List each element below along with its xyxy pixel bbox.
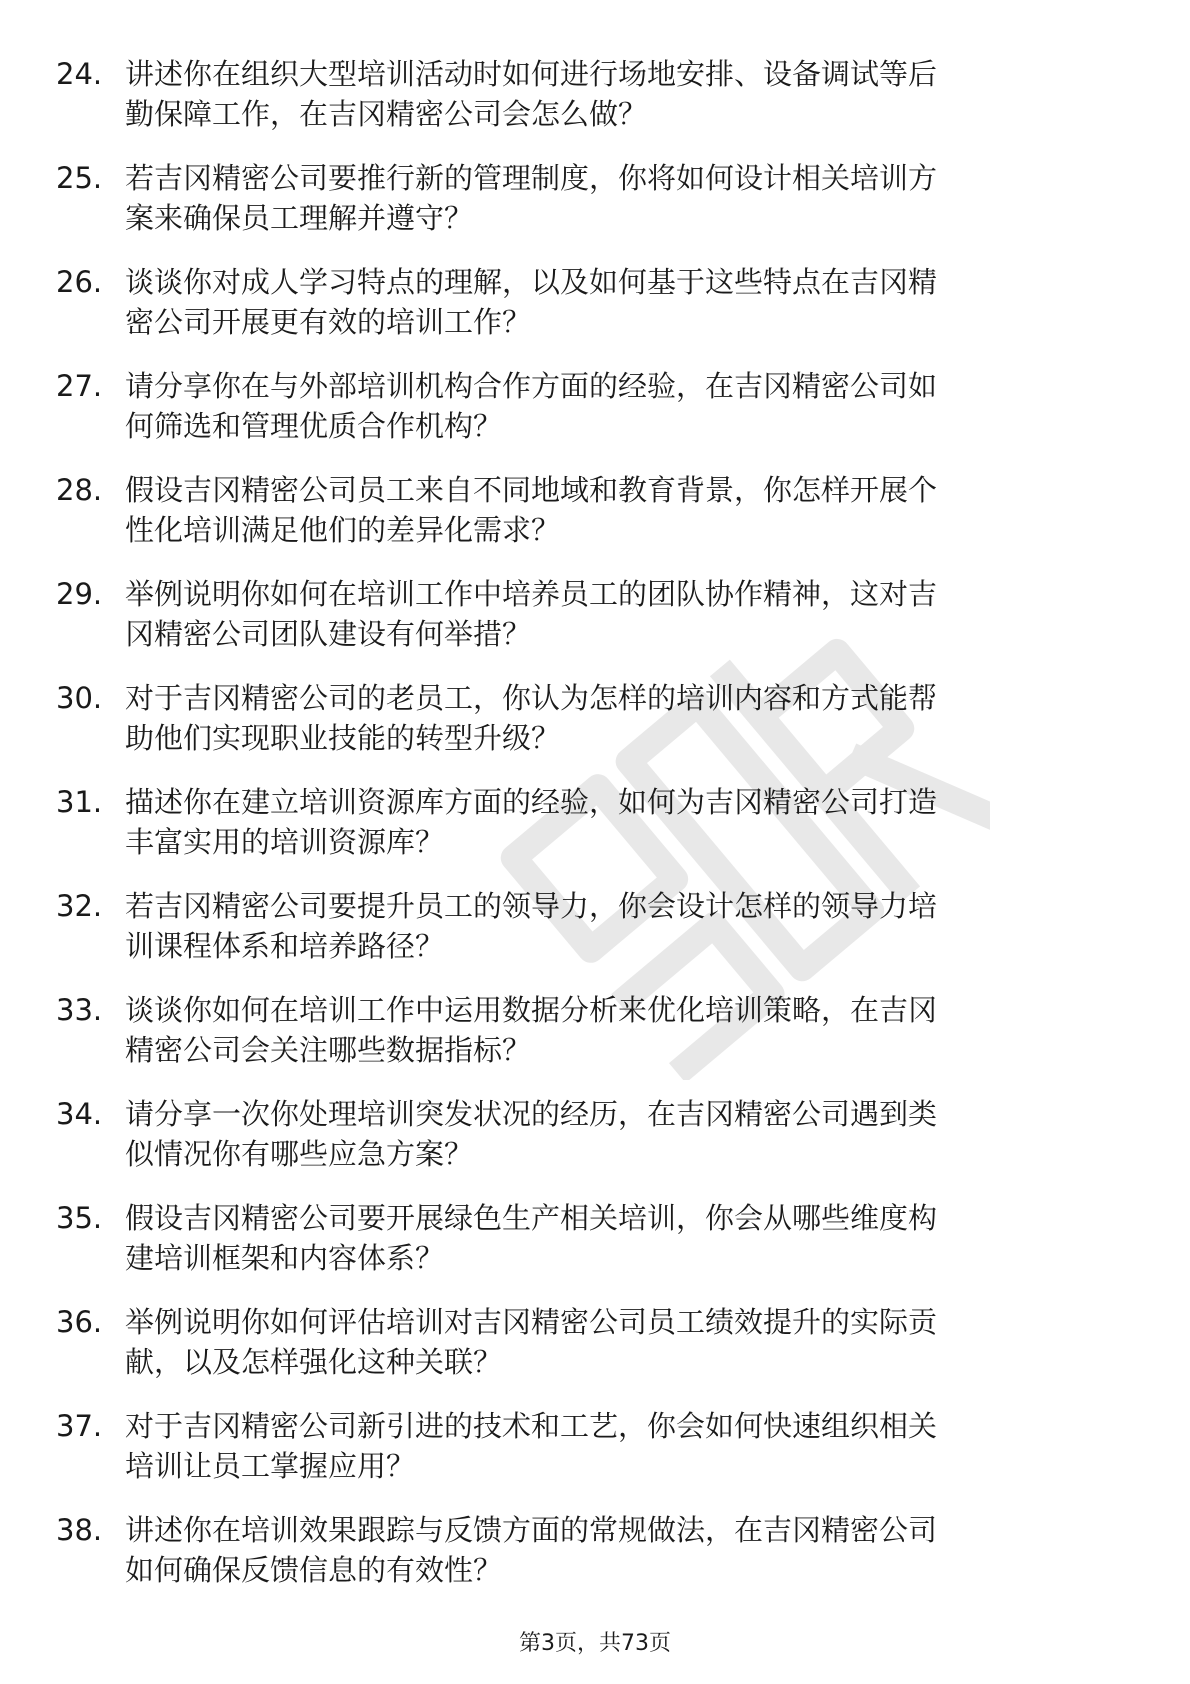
question-line: 何筛选和管理优质合作机构？ (125, 409, 503, 443)
question-item (56, 158, 1106, 262)
question-number: 33. (56, 993, 103, 1027)
question-item (56, 1198, 1106, 1302)
question-line: 假设吉冈精密公司要开展绿色生产相关培训，你会从哪些维度构 (125, 1201, 938, 1235)
question-line: 对于吉冈精密公司的老员工，你认为怎样的培训内容和方式能帮 (125, 681, 938, 715)
question-line: 讲述你在培训效果跟踪与反馈方面的常规做法，在吉冈精密公司 (125, 1513, 938, 1547)
question-number: 26. (56, 265, 103, 299)
question-number: 31. (56, 785, 103, 819)
question-number: 36. (56, 1305, 103, 1339)
question-item (56, 470, 1106, 574)
question-number: 37. (56, 1409, 103, 1443)
question-line: 若吉冈精密公司要提升员工的领导力，你会设计怎样的领导力培 (125, 889, 938, 923)
question-line: 训课程体系和培养路径？ (125, 929, 445, 963)
question-item (56, 262, 1106, 366)
question-line: 建培训框架和内容体系？ (125, 1241, 445, 1275)
question-line: 似情况你有哪些应急方案？ (125, 1137, 474, 1171)
question-number: 27. (56, 369, 103, 403)
question-line: 讲述你在组织大型培训活动时如何进行场地安排、设备调试等后 (125, 57, 938, 91)
question-text (125, 158, 1095, 238)
question-line: 献，以及怎样强化这种关联？ (125, 1345, 503, 1379)
question-line: 案来确保员工理解并遵守？ (125, 201, 474, 235)
question-line: 勤保障工作，在吉冈精密公司会怎么做？ (125, 97, 648, 131)
question-item (56, 1094, 1106, 1198)
question-text (125, 1198, 1095, 1278)
question-list (56, 54, 1106, 1614)
question-text (125, 470, 1095, 550)
question-text (125, 678, 1095, 758)
question-item (56, 1302, 1106, 1406)
question-number: 35. (56, 1201, 103, 1235)
question-line: 若吉冈精密公司要推行新的管理制度，你将如何设计相关培训方 (125, 161, 938, 195)
question-number: 32. (56, 889, 103, 923)
question-line: 请分享你在与外部培训机构合作方面的经验，在吉冈精密公司如 (125, 369, 938, 403)
question-item (56, 54, 1106, 158)
question-number: 29. (56, 577, 103, 611)
question-item (56, 1406, 1106, 1510)
question-text (125, 54, 1095, 134)
question-line: 助他们实现职业技能的转型升级？ (125, 721, 561, 755)
question-text (125, 366, 1095, 446)
question-item (56, 366, 1106, 470)
question-item (56, 886, 1106, 990)
question-item (56, 678, 1106, 782)
question-text (125, 782, 1095, 862)
question-line: 冈精密公司团队建设有何举措？ (125, 617, 532, 651)
question-line: 谈谈你如何在培训工作中运用数据分析来优化培训策略，在吉冈 (125, 993, 938, 1027)
question-number: 28. (56, 473, 103, 507)
question-line: 丰富实用的培训资源库？ (125, 825, 445, 859)
page-footer (0, 1630, 1190, 1658)
question-line: 假设吉冈精密公司员工来自不同地域和教育背景，你怎样开展个 (125, 473, 938, 507)
question-line: 精密公司会关注哪些数据指标？ (125, 1033, 532, 1067)
question-line: 描述你在建立培训资源库方面的经验，如何为吉冈精密公司打造 (125, 785, 938, 819)
question-number: 34. (56, 1097, 103, 1131)
question-line: 谈谈你对成人学习特点的理解，以及如何基于这些特点在吉冈精 (125, 265, 938, 299)
question-text (125, 1094, 1095, 1174)
question-line: 举例说明你如何评估培训对吉冈精密公司员工绩效提升的实际贡 (125, 1305, 938, 1339)
question-item (56, 782, 1106, 886)
question-number: 25. (56, 161, 103, 195)
question-line: 举例说明你如何在培训工作中培养员工的团队协作精神，这对吉 (125, 577, 938, 611)
question-text (125, 1406, 1095, 1486)
question-line: 请分享一次你处理培训突发状况的经历，在吉冈精密公司遇到类 (125, 1097, 938, 1131)
question-item (56, 574, 1106, 678)
question-text (125, 1510, 1095, 1590)
question-text (125, 574, 1095, 654)
question-line: 密公司开展更有效的培训工作？ (125, 305, 532, 339)
question-item (56, 1510, 1106, 1614)
question-text (125, 1302, 1095, 1382)
question-text (125, 886, 1095, 966)
question-text (125, 990, 1095, 1070)
question-text (125, 262, 1095, 342)
question-number: 24. (56, 57, 103, 91)
question-line: 性化培训满足他们的差异化需求？ (125, 513, 561, 547)
question-item (56, 990, 1106, 1094)
question-line: 培训让员工掌握应用？ (125, 1449, 416, 1483)
question-line: 如何确保反馈信息的有效性？ (125, 1553, 503, 1587)
question-line: 对于吉冈精密公司新引进的技术和工艺，你会如何快速组织相关 (125, 1409, 938, 1443)
question-number: 30. (56, 681, 103, 715)
page-number-label: 第3页，共73页 (519, 1631, 671, 1656)
question-number: 38. (56, 1513, 103, 1547)
